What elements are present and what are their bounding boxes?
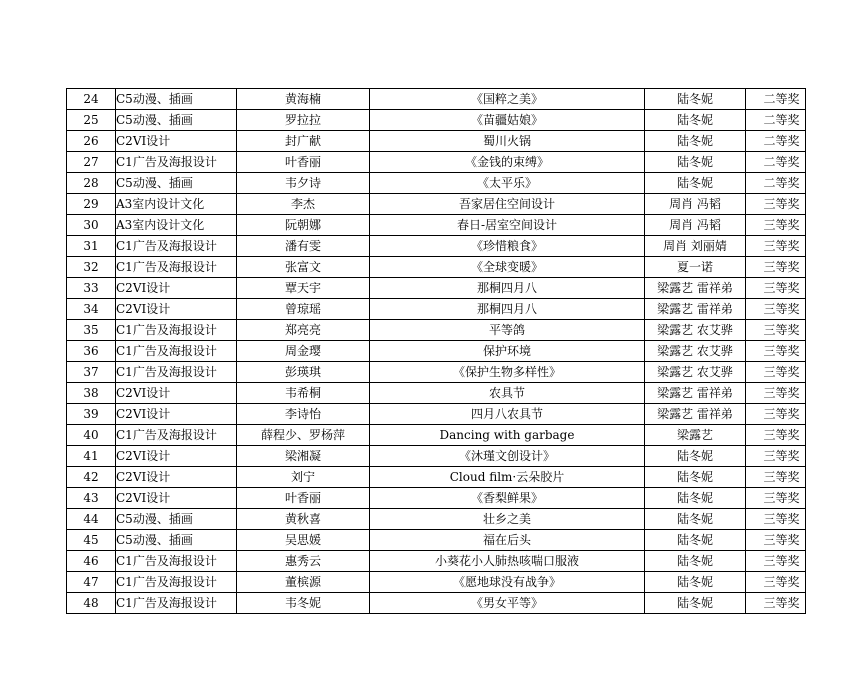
teacher-cell: 陆冬妮 [645, 152, 746, 173]
award-cell [746, 383, 806, 404]
teacher-cell: 梁露艺 农艾骅 [645, 320, 746, 341]
work-title-cell: 《香梨鲜果》 [370, 488, 645, 509]
award-cell [746, 89, 806, 110]
table-row [67, 320, 806, 341]
award-cell [746, 530, 806, 551]
award-cell [746, 173, 806, 194]
work-title-cell: 《金钱的束缚》 [370, 152, 645, 173]
table-row [67, 446, 806, 467]
award-label: 三等奖 [763, 365, 800, 379]
category-cell: C1广告及海报设计 [116, 341, 237, 362]
award-cell [746, 152, 806, 173]
author-cell: 韦冬妮 [237, 593, 370, 614]
work-title-cell: 小葵花小人肺热咳喘口服液 [370, 551, 645, 572]
table-row [67, 383, 806, 404]
teacher-cell: 陆冬妮 [645, 467, 746, 488]
category-cell: C1广告及海报设计 [116, 425, 237, 446]
row-number-cell: 42 [67, 467, 116, 488]
award-label: 三等奖 [763, 281, 800, 295]
table-row [67, 152, 806, 173]
row-number-cell: 39 [67, 404, 116, 425]
table-row [67, 551, 806, 572]
work-title-cell: 壮乡之美 [370, 509, 645, 530]
teacher-cell: 陆冬妮 [645, 509, 746, 530]
category-cell: C2VI设计 [116, 446, 237, 467]
table-row [67, 278, 806, 299]
award-label: 三等奖 [763, 407, 800, 421]
teacher-cell: 夏一诺 [645, 257, 746, 278]
teacher-cell: 陆冬妮 [645, 572, 746, 593]
teacher-cell: 陆冬妮 [645, 593, 746, 614]
table-row [67, 194, 806, 215]
teacher-cell: 陆冬妮 [645, 530, 746, 551]
row-number-cell: 31 [67, 236, 116, 257]
author-cell: 董槟源 [237, 572, 370, 593]
award-cell [746, 509, 806, 530]
award-label: 三等奖 [763, 323, 800, 337]
work-title-cell: 《太平乐》 [370, 173, 645, 194]
category-cell: C1广告及海报设计 [116, 362, 237, 383]
row-number-cell: 35 [67, 320, 116, 341]
row-number-cell: 40 [67, 425, 116, 446]
author-cell: 薛程少、罗杨萍 [237, 425, 370, 446]
category-cell: C1广告及海报设计 [116, 551, 237, 572]
work-title-cell: 平等鸽 [370, 320, 645, 341]
author-cell: 周金璎 [237, 341, 370, 362]
table-row [67, 131, 806, 152]
award-cell [746, 551, 806, 572]
award-cell [746, 425, 806, 446]
award-cell [746, 446, 806, 467]
category-cell: C2VI设计 [116, 404, 237, 425]
table-row [67, 299, 806, 320]
award-cell [746, 467, 806, 488]
award-cell [746, 110, 806, 131]
author-cell: 韦希桐 [237, 383, 370, 404]
work-title-cell: 《全球变暖》 [370, 257, 645, 278]
award-label: 三等奖 [763, 218, 800, 232]
table-row [67, 89, 806, 110]
row-number-cell: 48 [67, 593, 116, 614]
work-title-cell: 《愿地球没有战争》 [370, 572, 645, 593]
work-title-cell: 农具节 [370, 383, 645, 404]
author-cell: 覃天宇 [237, 278, 370, 299]
work-title-cell: 吾家居住空间设计 [370, 194, 645, 215]
award-cell [746, 341, 806, 362]
table-row [67, 215, 806, 236]
award-label: 三等奖 [763, 491, 800, 505]
teacher-cell: 周肖 冯韬 [645, 215, 746, 236]
category-cell: C5动漫、插画 [116, 173, 237, 194]
work-title-cell: Dancing with garbage [370, 425, 645, 446]
row-number-cell: 45 [67, 530, 116, 551]
teacher-cell: 陆冬妮 [645, 110, 746, 131]
teacher-cell: 陆冬妮 [645, 89, 746, 110]
award-label: 三等奖 [763, 533, 800, 547]
award-label: 三等奖 [763, 470, 800, 484]
author-cell: 潘有雯 [237, 236, 370, 257]
award-label: 三等奖 [763, 239, 800, 253]
table-row [67, 257, 806, 278]
award-label: 二等奖 [763, 113, 800, 127]
table-row [67, 236, 806, 257]
author-cell: 阮朝娜 [237, 215, 370, 236]
category-cell: C5动漫、插画 [116, 110, 237, 131]
award-label: 三等奖 [763, 575, 800, 589]
row-number-cell: 38 [67, 383, 116, 404]
teacher-cell: 梁露艺 雷祥弟 [645, 299, 746, 320]
teacher-cell: 梁露艺 雷祥弟 [645, 404, 746, 425]
award-cell [746, 257, 806, 278]
work-title-cell: 保护环境 [370, 341, 645, 362]
award-label: 二等奖 [763, 134, 800, 148]
author-cell: 黄海楠 [237, 89, 370, 110]
award-cell [746, 131, 806, 152]
author-cell: 黄秋喜 [237, 509, 370, 530]
award-label: 三等奖 [763, 302, 800, 316]
teacher-cell: 梁露艺 雷祥弟 [645, 383, 746, 404]
work-title-cell: 蜀川火锅 [370, 131, 645, 152]
table-row [67, 404, 806, 425]
category-cell: C1广告及海报设计 [116, 236, 237, 257]
category-cell: C2VI设计 [116, 299, 237, 320]
author-cell: 郑亮亮 [237, 320, 370, 341]
row-number-cell: 46 [67, 551, 116, 572]
row-number-cell: 43 [67, 488, 116, 509]
award-cell [746, 404, 806, 425]
row-number-cell: 33 [67, 278, 116, 299]
author-cell: 罗拉拉 [237, 110, 370, 131]
award-label: 三等奖 [763, 554, 800, 568]
author-cell: 惠秀云 [237, 551, 370, 572]
award-cell [746, 236, 806, 257]
award-label: 二等奖 [763, 92, 800, 106]
award-label: 三等奖 [763, 197, 800, 211]
table-row [67, 530, 806, 551]
table-row [67, 572, 806, 593]
award-label: 三等奖 [763, 428, 800, 442]
row-number-cell: 34 [67, 299, 116, 320]
row-number-cell: 32 [67, 257, 116, 278]
author-cell: 李诗怡 [237, 404, 370, 425]
table-row [67, 488, 806, 509]
category-cell: C2VI设计 [116, 467, 237, 488]
work-title-cell: Cloud film·云朵胶片 [370, 467, 645, 488]
teacher-cell: 梁露艺 [645, 425, 746, 446]
award-label: 三等奖 [763, 596, 800, 610]
work-title-cell: 那桐四月八 [370, 299, 645, 320]
author-cell: 叶香丽 [237, 152, 370, 173]
category-cell: C5动漫、插画 [116, 530, 237, 551]
category-cell: C1广告及海报设计 [116, 320, 237, 341]
row-number-cell: 30 [67, 215, 116, 236]
teacher-cell: 陆冬妮 [645, 551, 746, 572]
row-number-cell: 25 [67, 110, 116, 131]
award-cell [746, 278, 806, 299]
author-cell: 吴思媛 [237, 530, 370, 551]
award-label: 三等奖 [763, 512, 800, 526]
work-title-cell: 福在后头 [370, 530, 645, 551]
work-title-cell: 《保护生物多样性》 [370, 362, 645, 383]
author-cell: 刘宁 [237, 467, 370, 488]
table-row [67, 467, 806, 488]
author-cell: 封广献 [237, 131, 370, 152]
award-cell [746, 572, 806, 593]
row-number-cell: 26 [67, 131, 116, 152]
teacher-cell: 陆冬妮 [645, 173, 746, 194]
category-cell: C5动漫、插画 [116, 89, 237, 110]
table-row [67, 425, 806, 446]
row-number-cell: 24 [67, 89, 116, 110]
author-cell: 曾琼瑶 [237, 299, 370, 320]
work-title-cell: 春日-居室空间设计 [370, 215, 645, 236]
award-label: 三等奖 [763, 344, 800, 358]
work-title-cell: 那桐四月八 [370, 278, 645, 299]
work-title-cell: 《沐瑾文创设计》 [370, 446, 645, 467]
award-cell [746, 362, 806, 383]
author-cell: 张富文 [237, 257, 370, 278]
category-cell: C2VI设计 [116, 131, 237, 152]
row-number-cell: 29 [67, 194, 116, 215]
category-cell: C1广告及海报设计 [116, 572, 237, 593]
teacher-cell: 梁露艺 雷祥弟 [645, 278, 746, 299]
teacher-cell: 陆冬妮 [645, 131, 746, 152]
work-title-cell: 《苗疆姑娘》 [370, 110, 645, 131]
category-cell: C5动漫、插画 [116, 509, 237, 530]
row-number-cell: 28 [67, 173, 116, 194]
table-row [67, 593, 806, 614]
row-number-cell: 41 [67, 446, 116, 467]
teacher-cell: 梁露艺 农艾骅 [645, 362, 746, 383]
table-row [67, 362, 806, 383]
award-table-body [67, 89, 806, 614]
teacher-cell: 周肖 刘丽婧 [645, 236, 746, 257]
award-table [66, 88, 806, 614]
category-cell: C1广告及海报设计 [116, 257, 237, 278]
row-number-cell: 47 [67, 572, 116, 593]
teacher-cell: 梁露艺 农艾骅 [645, 341, 746, 362]
work-title-cell: 《珍惜粮食》 [370, 236, 645, 257]
award-label: 二等奖 [763, 155, 800, 169]
award-cell [746, 320, 806, 341]
row-number-cell: 44 [67, 509, 116, 530]
category-cell: A3室内设计文化 [116, 194, 237, 215]
work-title-cell: 《国粹之美》 [370, 89, 645, 110]
award-cell [746, 488, 806, 509]
row-number-cell: 27 [67, 152, 116, 173]
category-cell: C2VI设计 [116, 278, 237, 299]
work-title-cell: 四月八农具节 [370, 404, 645, 425]
category-cell: C2VI设计 [116, 488, 237, 509]
table-row [67, 173, 806, 194]
author-cell: 梁湘凝 [237, 446, 370, 467]
category-cell: C2VI设计 [116, 383, 237, 404]
award-cell [746, 215, 806, 236]
author-cell: 韦夕诗 [237, 173, 370, 194]
author-cell: 彭瑛琪 [237, 362, 370, 383]
award-cell [746, 299, 806, 320]
author-cell: 李杰 [237, 194, 370, 215]
table-row [67, 110, 806, 131]
award-cell [746, 593, 806, 614]
teacher-cell: 陆冬妮 [645, 446, 746, 467]
work-title-cell: 《男女平等》 [370, 593, 645, 614]
category-cell: C1广告及海报设计 [116, 152, 237, 173]
award-label: 三等奖 [763, 260, 800, 274]
table-row [67, 509, 806, 530]
teacher-cell: 周肖 冯韬 [645, 194, 746, 215]
teacher-cell: 陆冬妮 [645, 488, 746, 509]
row-number-cell: 37 [67, 362, 116, 383]
author-cell: 叶香丽 [237, 488, 370, 509]
category-cell: C1广告及海报设计 [116, 593, 237, 614]
award-label: 二等奖 [763, 176, 800, 190]
table-row [67, 341, 806, 362]
award-cell [746, 194, 806, 215]
award-label: 三等奖 [763, 449, 800, 463]
row-number-cell: 36 [67, 341, 116, 362]
award-label: 三等奖 [763, 386, 800, 400]
category-cell: A3室内设计文化 [116, 215, 237, 236]
